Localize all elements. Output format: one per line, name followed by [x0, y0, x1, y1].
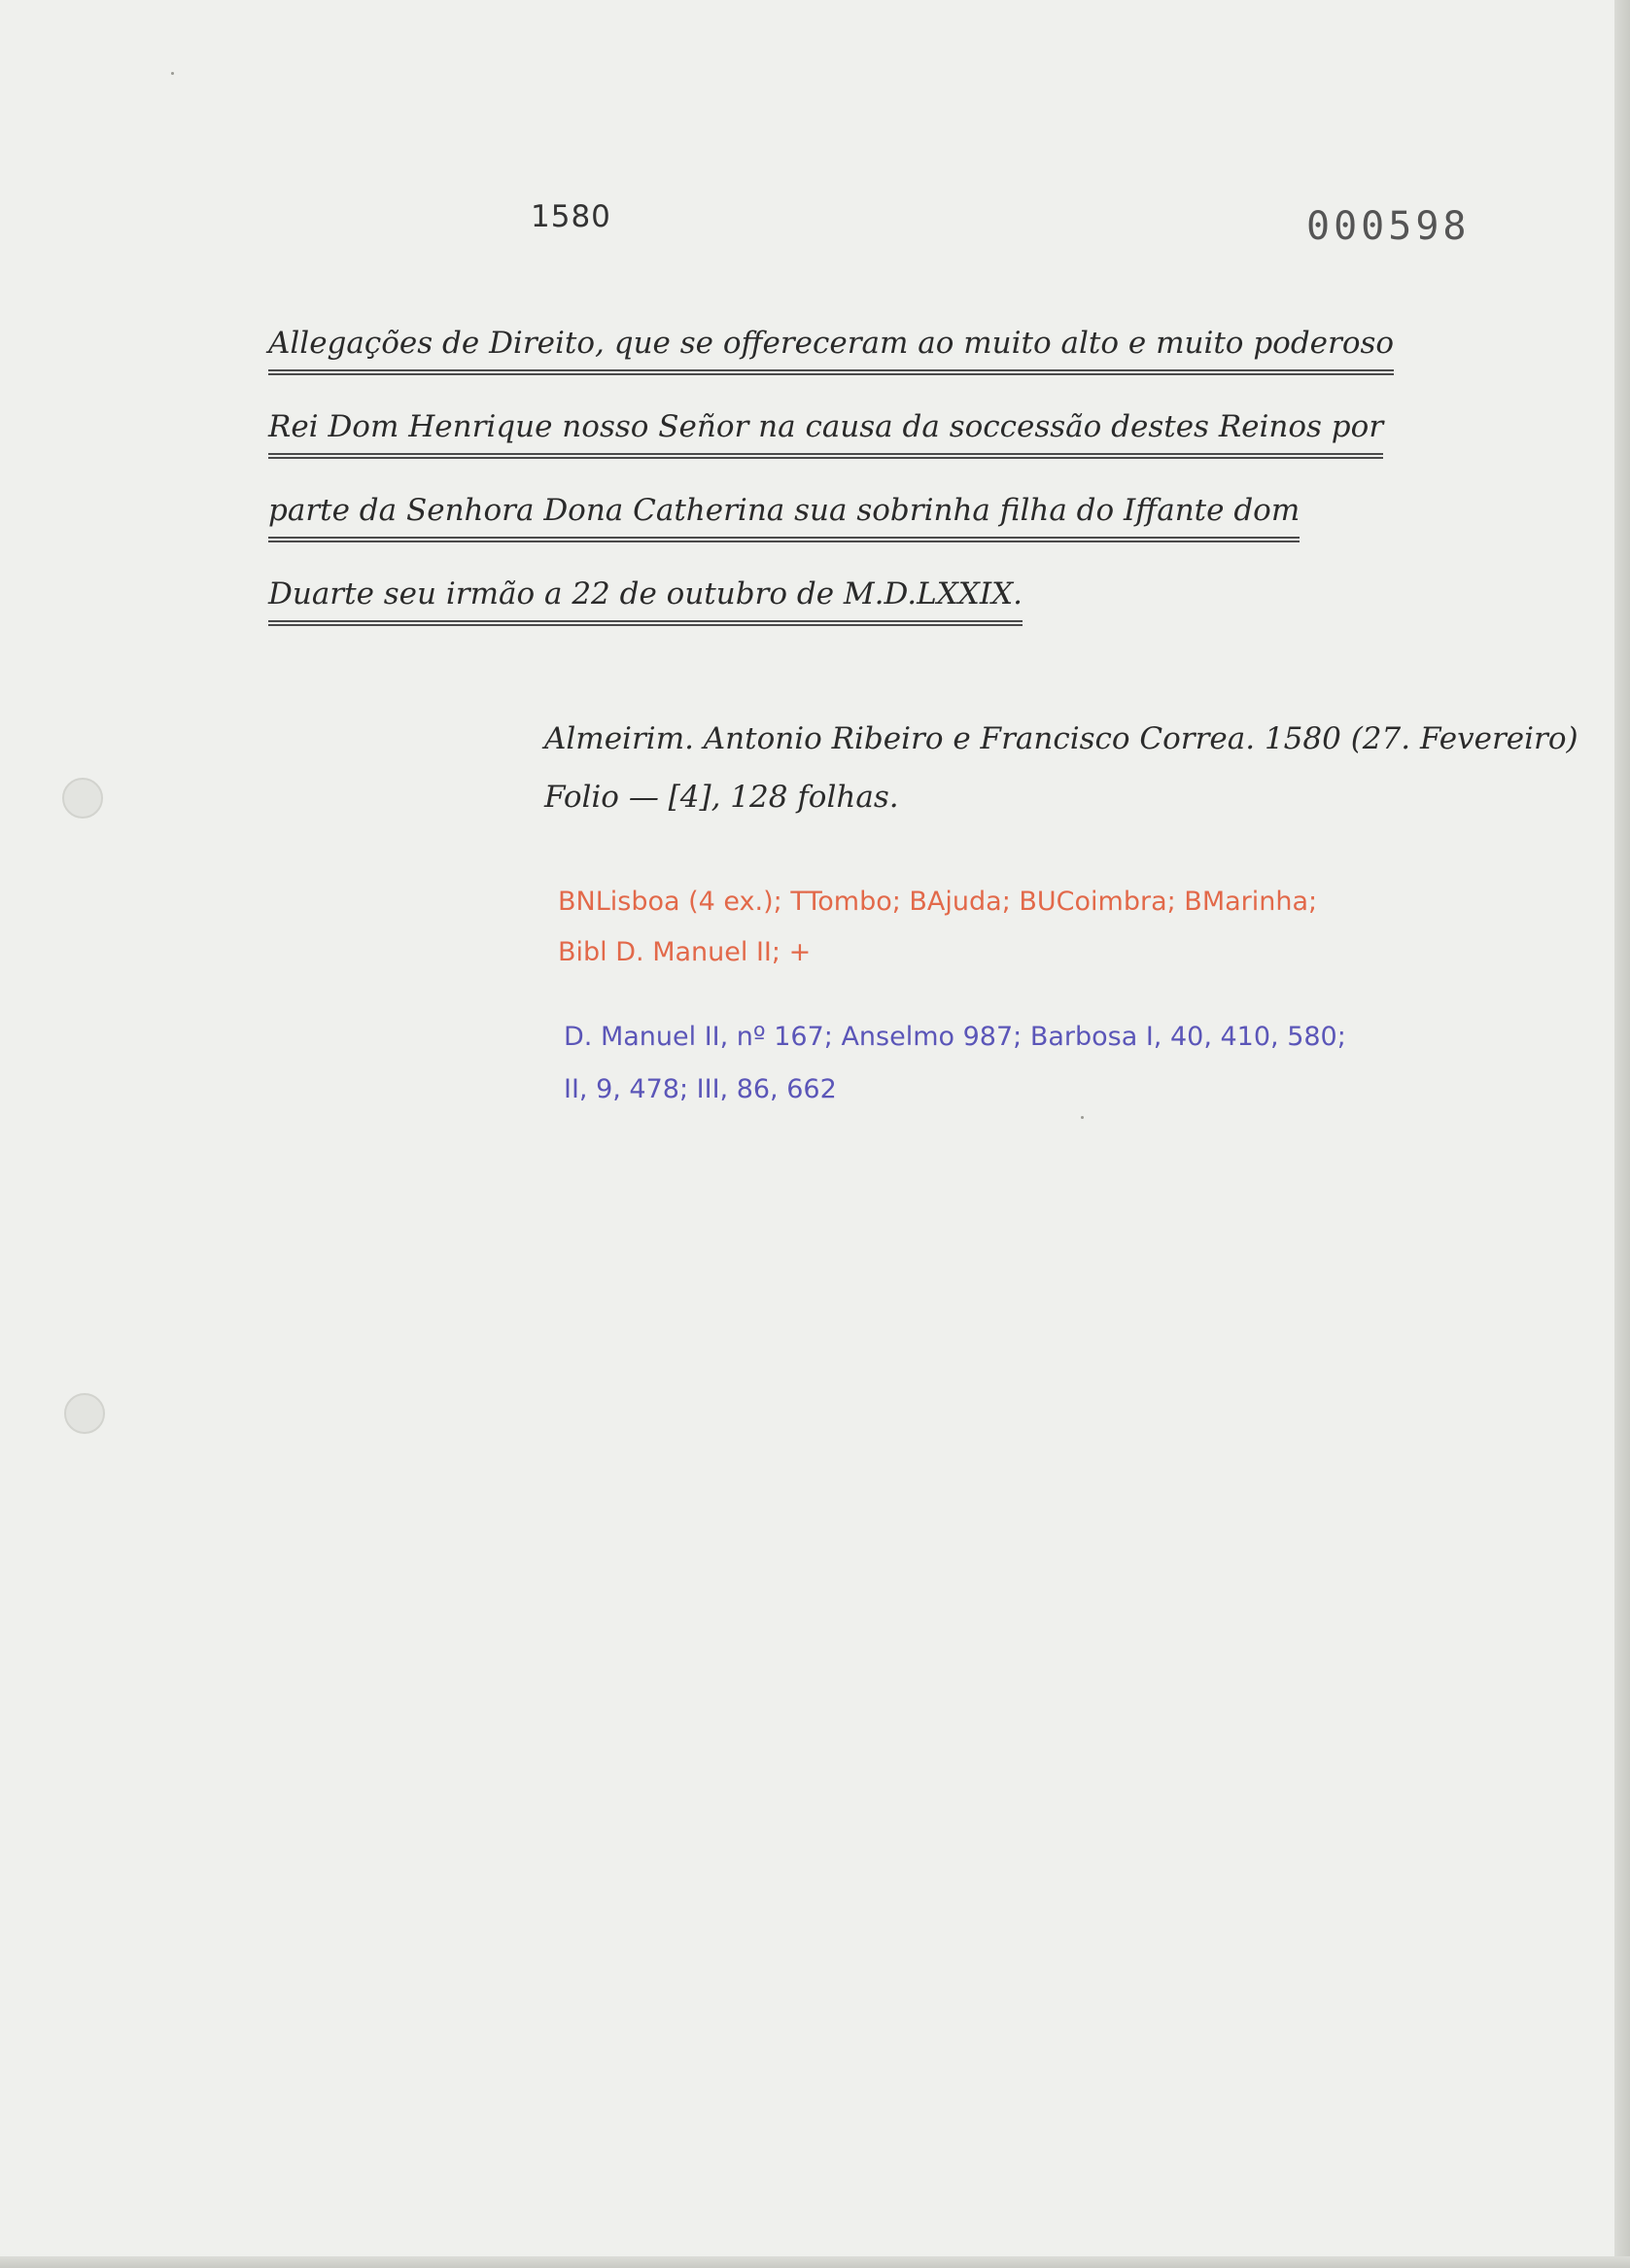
year-heading: 1580: [531, 199, 611, 234]
references-line: D. Manuel II, nº 167; Anselmo 987; Barbosa I, 40, 410, 580;: [564, 1022, 1346, 1052]
title-line-text: parte da Senhora Dona Catherina sua sobrinha filha do Iffante dom: [268, 488, 1300, 542]
references-block: [564, 1011, 1346, 1116]
title-line-text: Rei Dom Henrique nosso Señor na causa da soccessão destes Reinos por: [268, 404, 1383, 459]
record-number-stamp: 000598: [1306, 204, 1471, 249]
punch-hole-bottom: [64, 1393, 105, 1434]
page-edge-right: [1614, 0, 1630, 2268]
holdings-line: BNLisboa (4 ex.); TTombo; BAjuda; BUCoimbra; BMarinha;: [558, 887, 1318, 917]
holdings-block: [558, 877, 1317, 978]
paper-speck: [1081, 1116, 1084, 1119]
title-block: [268, 321, 1474, 655]
imprint-place-printer-date: Almeirim. Antonio Ribeiro e Francisco Correa. 1580 (27. Fevereiro): [544, 721, 1578, 756]
title-line-text: Allegações de Direito, que se offereceram ao muito alto e muito poderoso: [268, 321, 1394, 375]
title-line: [268, 321, 1474, 404]
title-line: [268, 572, 1474, 655]
punch-hole-top: [62, 778, 103, 819]
page-edge-bottom: [0, 2256, 1630, 2268]
title-line: [268, 404, 1474, 488]
holdings-line: Bibl D. Manuel II; +: [558, 937, 812, 967]
title-line-text: Duarte seu irmão a 22 de outubro de M.D.LXXIX.: [268, 572, 1023, 626]
imprint-block: [544, 710, 1578, 826]
title-line: [268, 488, 1474, 572]
references-line: II, 9, 478; III, 86, 662: [564, 1074, 837, 1104]
paper-speck: [171, 72, 174, 75]
imprint-collation: Folio — [4], 128 folhas.: [544, 780, 899, 815]
